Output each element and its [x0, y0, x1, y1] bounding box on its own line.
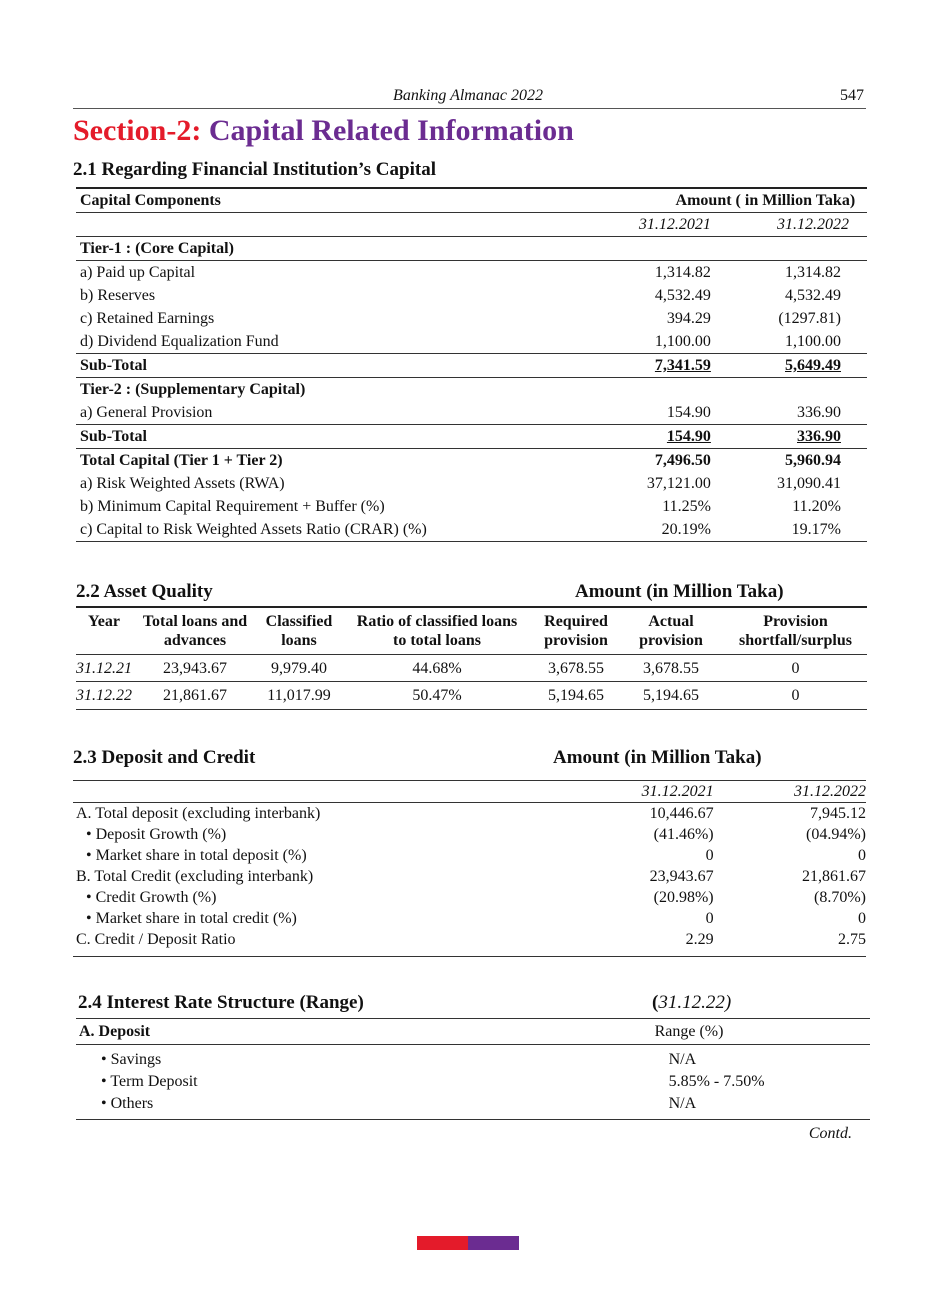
interest-header-row: [76, 1019, 870, 1045]
table-row: [73, 929, 866, 957]
col-loans-line1: Total loans and: [142, 613, 248, 630]
table-row: [73, 908, 866, 929]
value-2021: 7,496.50: [654, 452, 711, 469]
asset-quality-header-row: [76, 607, 867, 655]
row-loans: 23,943.67: [163, 659, 227, 677]
date-2021: 31.12.2021: [641, 783, 714, 800]
row-year: 31.12.22: [76, 687, 132, 704]
value-2022: (04.94%): [806, 826, 866, 843]
value-2021: 11.25%: [662, 498, 711, 515]
row-label: • Term Deposit: [101, 1073, 198, 1090]
col-ratio-line2: to total loans: [393, 632, 481, 649]
value-2022: (8.70%): [814, 889, 866, 906]
row-required: 5,194.65: [548, 687, 604, 704]
table-row: [76, 1071, 870, 1093]
table-row: [76, 472, 867, 495]
row-classified: 9,979.40: [271, 659, 327, 677]
date-2022: 31.12.2022: [777, 216, 849, 233]
col-components: Capital Components: [80, 192, 221, 209]
col-classified-line1: Classified: [265, 613, 333, 630]
tier2-heading: Tier-2 : (Supplementary Capital): [80, 381, 306, 398]
value-2021: (20.98%): [653, 889, 714, 906]
table-row: [76, 307, 867, 330]
row-required: 3,678.55: [548, 659, 604, 677]
value-2022: 336.90: [797, 428, 841, 445]
col-actual: [618, 607, 724, 655]
value-2022: 5,649.49: [785, 357, 841, 374]
row-shortfall: 0: [791, 659, 800, 677]
value-2022: 11.20%: [792, 498, 841, 515]
capital-table: [76, 187, 867, 542]
asset-quality-heading: 2.2 Asset Quality: [76, 581, 213, 602]
value-2021: 0: [705, 847, 714, 864]
deposit-credit-amount-label: Amount (in Million Taka): [553, 747, 762, 768]
row-label: d) Dividend Equalization Fund: [80, 333, 279, 350]
row-label: a) Paid up Capital: [80, 264, 196, 281]
value-2022: 31,090.41: [777, 475, 841, 492]
row-value: N/A: [668, 1095, 697, 1112]
value-2021: 23,943.67: [649, 868, 714, 885]
capital-date-row: [76, 213, 867, 237]
header-rule: [73, 108, 866, 109]
tier1-heading: Tier-1 : (Core Capital): [80, 240, 234, 257]
row-label: • Deposit Growth (%): [86, 826, 227, 843]
col-loans-line2: advances: [163, 632, 227, 649]
interest-table: [76, 1018, 870, 1120]
section-prefix: Section-2:: [73, 114, 202, 147]
capital-header-row: [76, 188, 867, 213]
total-row: [76, 449, 867, 473]
table-row: [73, 803, 866, 825]
row-label: c) Capital to Risk Weighted Assets Ratio (CRAR) (%): [80, 521, 427, 538]
row-ratio: 50.47%: [412, 687, 462, 704]
value-2022: 0: [858, 910, 866, 927]
table-row: [76, 401, 867, 425]
contd-note: Contd.: [808, 1125, 852, 1142]
row-label: • Savings: [101, 1051, 162, 1068]
value-2022: 19.17%: [791, 521, 841, 538]
col-shortfall: [724, 607, 867, 655]
row-label: • Market share in total deposit (%): [86, 847, 307, 864]
row-label: B. Total Credit (excluding interbank): [76, 868, 314, 885]
value-2021: 37,121.00: [646, 475, 711, 492]
row-label: Sub-Total: [80, 428, 147, 445]
col-classified: [258, 607, 340, 655]
value-2021: 1,100.00: [654, 333, 711, 350]
value-2021: 20.19%: [661, 521, 711, 538]
capital-heading: 2.1 Regarding Financial Institution’s Capital: [73, 159, 436, 180]
row-actual: 3,678.55: [643, 659, 699, 677]
row-label: • Credit Growth (%): [86, 889, 217, 906]
col-ratio-line1: Ratio of classified loans: [356, 613, 518, 630]
table-row: [76, 261, 867, 285]
value-2022: 21,861.67: [802, 868, 866, 885]
value-2021: 2.29: [685, 931, 714, 948]
running-header-title: Banking Almanac 2022: [393, 87, 543, 104]
value-2022: 1,100.00: [785, 333, 841, 350]
row-label: A. Total deposit (excluding interbank): [76, 805, 321, 822]
table-row: [76, 518, 867, 542]
page-number: 547: [840, 87, 864, 104]
value-2022: (1297.81): [778, 310, 841, 327]
footer-bar-purple: [468, 1236, 519, 1250]
table-row: [76, 330, 867, 354]
col-required-line1: Required: [544, 613, 608, 630]
tier2-heading-row: [76, 378, 867, 402]
asset-quality-table: [76, 606, 867, 710]
deposit-date-row: [73, 781, 866, 803]
row-shortfall: 0: [791, 687, 800, 704]
row-actual: 5,194.65: [643, 687, 699, 704]
col-year-label: Year: [88, 613, 120, 630]
row-loans: 21,861.67: [163, 687, 227, 704]
col-actual-line1: Actual: [648, 613, 694, 630]
value-2021: 4,532.49: [654, 287, 711, 304]
table-row: [76, 1093, 870, 1120]
tier1-heading-row: [76, 237, 867, 261]
interest-date-paren: (: [652, 992, 659, 1013]
col-shortfall-line2: shortfall/surplus: [739, 632, 852, 649]
col-loans: [132, 607, 258, 655]
value-2022: 4,532.49: [785, 287, 841, 304]
col-classified-line2: loans: [281, 632, 317, 649]
row-label: c) Retained Earnings: [80, 310, 215, 327]
range-label: Range (%): [654, 1022, 724, 1040]
row-label: • Others: [101, 1095, 154, 1112]
value-2022: 336.90: [797, 404, 841, 421]
deposit-credit-table: [73, 780, 866, 957]
table-row: [73, 845, 866, 866]
value-2021: 10,446.67: [649, 805, 714, 822]
value-2021: (41.46%): [653, 826, 714, 843]
value-2021: 1,314.82: [654, 264, 711, 281]
row-value: N/A: [668, 1051, 697, 1068]
value-2021: 394.29: [666, 310, 711, 327]
row-label: a) Risk Weighted Assets (RWA): [80, 475, 285, 492]
col-year: [76, 607, 132, 655]
section-title: [73, 114, 574, 148]
col-actual-line2: provision: [639, 632, 703, 649]
row-label: • Market share in total credit (%): [86, 910, 297, 927]
value-2021: 154.90: [666, 428, 711, 445]
value-2021: 154.90: [666, 404, 711, 421]
row-classified: 11,017.99: [267, 687, 331, 704]
footer-bar-red: [417, 1236, 468, 1250]
value-2021: 7,341.59: [654, 357, 711, 374]
interest-heading: 2.4 Interest Rate Structure (Range): [78, 992, 364, 1013]
row-label: Sub-Total: [80, 357, 147, 374]
row-label: Total Capital (Tier 1 + Tier 2): [80, 452, 283, 469]
subtotal-row: [76, 354, 867, 378]
value-2022: 1,314.82: [785, 264, 841, 281]
value-2021: 0: [705, 910, 714, 927]
row-label: b) Minimum Capital Requirement + Buffer (%): [80, 498, 385, 515]
table-row: [73, 866, 866, 887]
date-2022: 31.12.2022: [794, 783, 866, 800]
section-name: Capital Related Information: [208, 114, 574, 147]
deposit-credit-heading: 2.3 Deposit and Credit: [73, 747, 256, 768]
row-label: C. Credit / Deposit Ratio: [76, 931, 236, 948]
row-ratio: 44.68%: [412, 659, 462, 677]
table-row: [73, 824, 866, 845]
asset-quality-amount-label: Amount (in Million Taka): [575, 581, 784, 602]
value-2022: 0: [858, 847, 866, 864]
col-shortfall-line1: Provision: [763, 613, 828, 630]
interest-date: [652, 992, 731, 1014]
value-2022: 5,960.94: [785, 452, 841, 469]
table-row: [76, 1045, 870, 1072]
col-required-line2: provision: [544, 632, 608, 649]
row-year: 31.12.21: [76, 659, 132, 677]
table-row: [76, 682, 867, 710]
col-amount: Amount ( in Million Taka): [675, 192, 856, 209]
interest-date-value: 31.12.22): [658, 992, 732, 1013]
value-2022: 7,945.12: [810, 805, 866, 822]
deposit-label: A. Deposit: [79, 1022, 151, 1040]
row-value: 5.85% - 7.50%: [668, 1073, 765, 1090]
row-label: b) Reserves: [80, 287, 156, 304]
table-row: [73, 887, 866, 908]
date-2021: 31.12.2021: [638, 216, 711, 233]
table-row: [76, 495, 867, 518]
col-ratio: [340, 607, 534, 655]
table-row: [76, 655, 867, 682]
row-label: a) General Provision: [80, 404, 213, 421]
subtotal-row: [76, 425, 867, 449]
col-required: [534, 607, 618, 655]
value-2022: 2.75: [838, 931, 866, 948]
table-row: [76, 284, 867, 307]
